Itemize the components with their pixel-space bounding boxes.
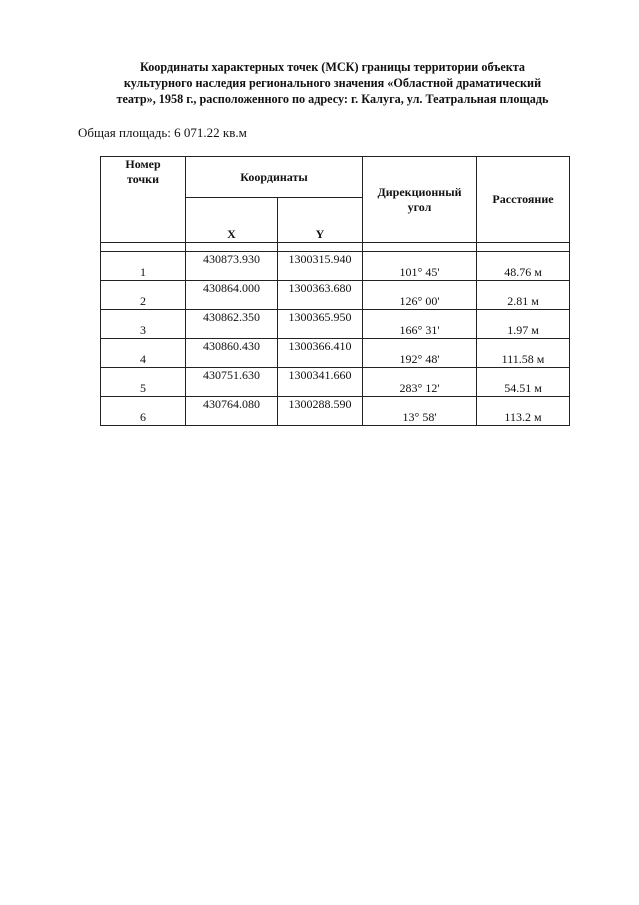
title-line-1: Координаты характерных точек (МСК) границы территории объекта (139, 60, 526, 74)
cell-angle: 166° 31' (363, 310, 477, 339)
document-title (40, 59, 625, 107)
table-row (101, 368, 570, 397)
header-direction-angle (363, 157, 477, 243)
cell-x: 430873.930 (186, 252, 278, 281)
cell-y: 1300365.950 (278, 310, 363, 339)
header-point-number-line-2: точки (126, 172, 160, 186)
cell-distance: 2.81 м (477, 281, 570, 310)
cell-angle: 192° 48' (363, 339, 477, 368)
cell-angle: 126° 00' (363, 281, 477, 310)
cell-x: 430764.080 (186, 397, 278, 426)
cell-point-number: 1 (101, 252, 186, 281)
table-row (101, 397, 570, 426)
cell-y: 1300315.940 (278, 252, 363, 281)
title-line-3: театр», 1958 г., расположенного по адресу: г. Калуга, ул. Театральная площадь (116, 92, 549, 106)
cell-y: 1300288.590 (278, 397, 363, 426)
header-direction-angle-line-1: Дирекционный (377, 184, 462, 199)
table-body (101, 243, 570, 426)
cell-angle: 101° 45' (363, 252, 477, 281)
cell-distance: 54.51 м (477, 368, 570, 397)
cell-point-number: 4 (101, 339, 186, 368)
header-distance: Расстояние (477, 157, 570, 243)
cell-distance: 113.2 м (477, 397, 570, 426)
cell-point-number: 6 (101, 397, 186, 426)
cell-point-number: 2 (101, 281, 186, 310)
cell-distance: 111.58 м (477, 339, 570, 368)
coordinates-table (100, 156, 570, 426)
cell-x: 430864.000 (186, 281, 278, 310)
header-x: X (186, 198, 278, 243)
title-line-2: культурного наследия регионального значения «Областной драматический (123, 76, 542, 90)
table-row (101, 339, 570, 368)
header-coordinates: Координаты (186, 157, 363, 198)
cell-distance: 48.76 м (477, 252, 570, 281)
table-row (101, 252, 570, 281)
table-row (101, 281, 570, 310)
cell-x: 430860.430 (186, 339, 278, 368)
cell-point-number: 3 (101, 310, 186, 339)
cell-point-number: 5 (101, 368, 186, 397)
table-row (101, 310, 570, 339)
cell-x: 430751.630 (186, 368, 278, 397)
table-spacer-row (101, 243, 570, 252)
header-point-number (101, 157, 186, 243)
total-area: Общая площадь: 6 071.22 кв.м (78, 125, 247, 140)
header-y: Y (278, 198, 363, 243)
cell-x: 430862.350 (186, 310, 278, 339)
cell-angle: 283° 12' (363, 368, 477, 397)
cell-y: 1300366.410 (278, 339, 363, 368)
cell-y: 1300363.680 (278, 281, 363, 310)
cell-distance: 1.97 м (477, 310, 570, 339)
header-direction-angle-line-2: угол (407, 199, 432, 214)
cell-y: 1300341.660 (278, 368, 363, 397)
header-point-number-line-1: Номер (125, 157, 161, 171)
cell-angle: 13° 58' (363, 397, 477, 426)
